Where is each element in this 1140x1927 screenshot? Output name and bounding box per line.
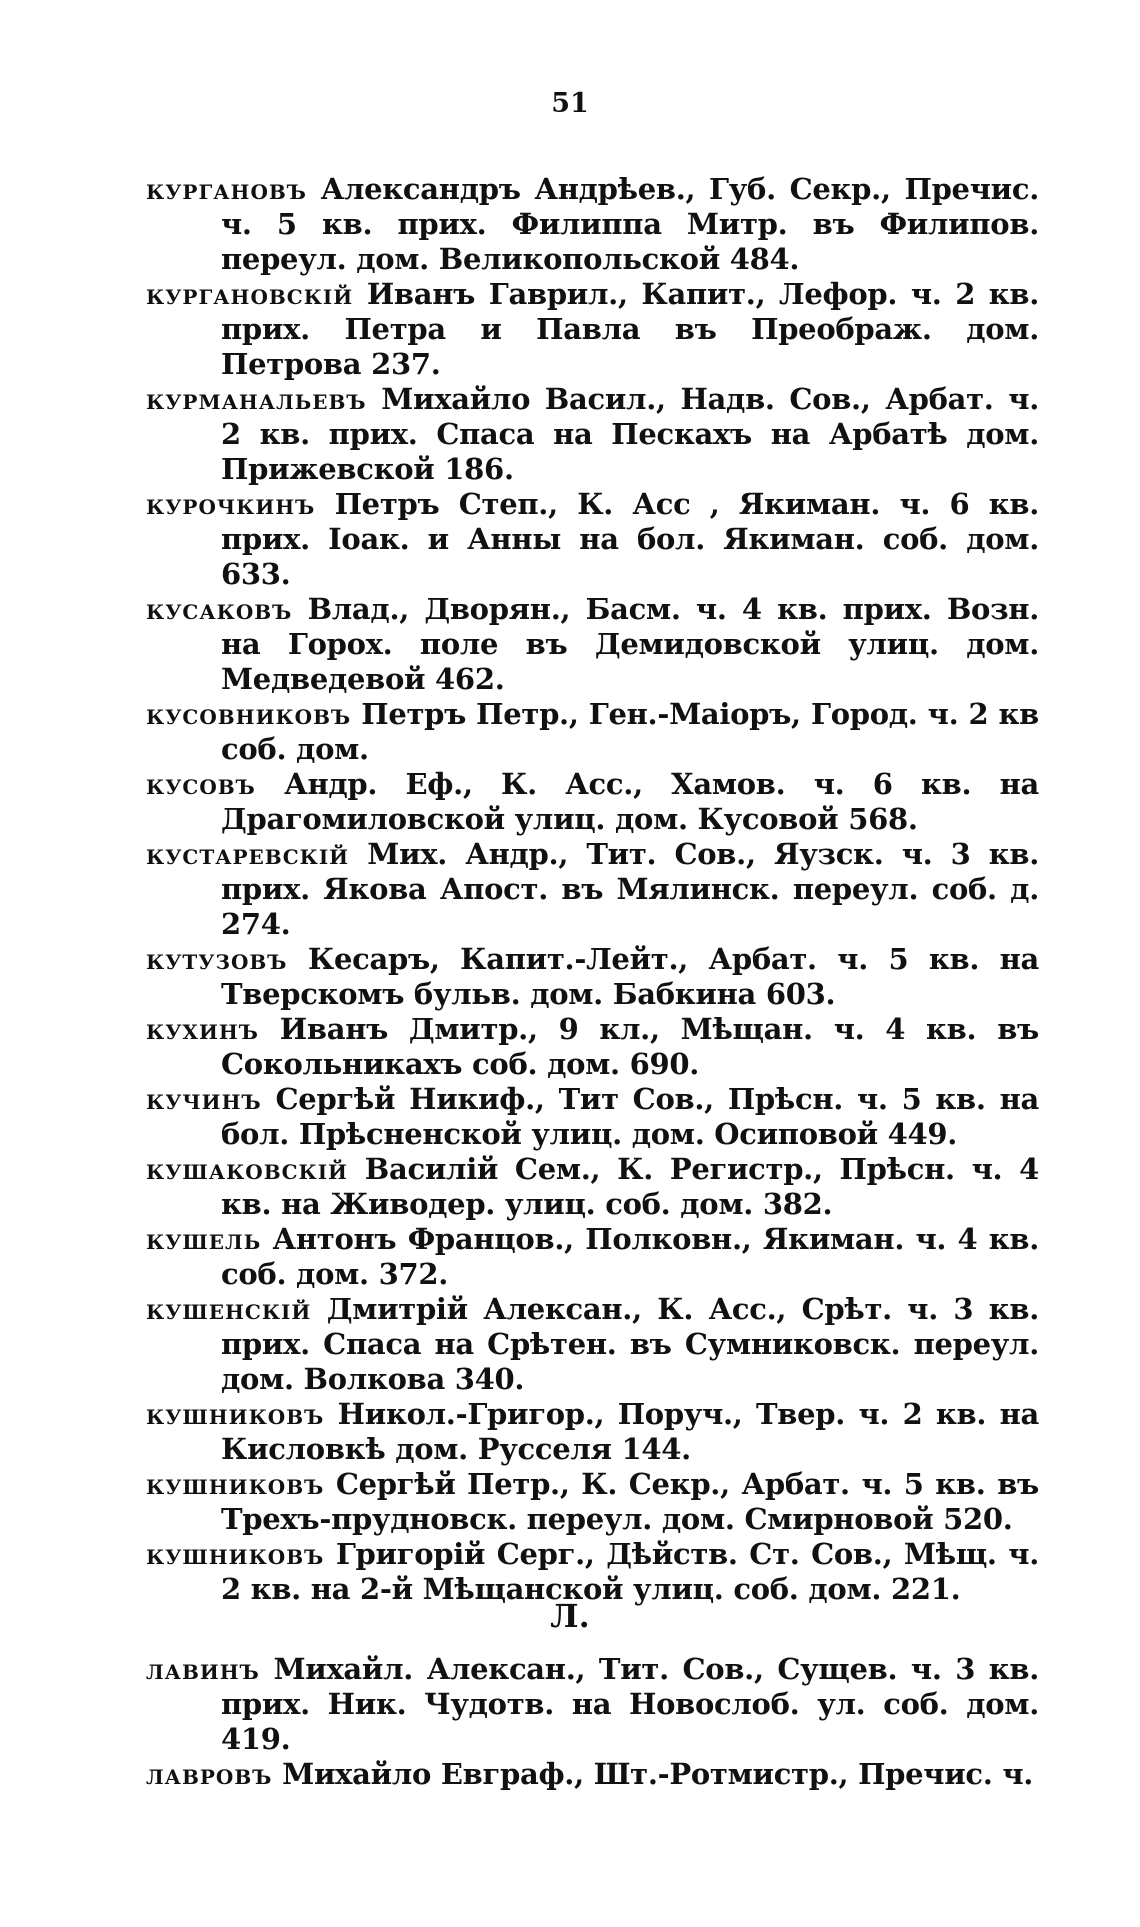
directory-entry [146,942,1039,1012]
entry-details: Кесаръ, Капит.-Лейт., Арбат. ч. 5 кв. на Тверскомъ бульв. дом. Бабкина 603. [221,942,1040,1011]
directory-entry [146,1467,1039,1537]
entry-surname: кушаковскій [146,1152,348,1186]
entry-details: Влад., Дворян., Басм. ч. 4 кв. прих. Возн. на Горох. поле въ Демидовской улиц. дом. Медведевой 462. [221,592,1040,696]
entry-surname: кургановъ [146,172,307,206]
entry-surname: кустаревскій [146,837,350,871]
entry-details: Василій Сем., К. Регистр., Прѣсн. ч. 4 кв. на Живодер. улиц. соб. дом. 382. [221,1152,1040,1221]
entry-surname: кусовниковъ [146,697,352,731]
entry-details: Сергѣй Петр., К. Секр., Арбат. ч. 5 кв. въ Трехъ-прудновск. переул. дом. Смирновой 520. [221,1467,1039,1536]
entry-surname: кушенскій [146,1292,312,1326]
entry-surname: лавровъ [146,1757,273,1791]
entry-details: Сергѣй Никиф., Тит Сов., Прѣсн. ч. 5 кв. на бол. Прѣсненской улиц. дом. Осиповой 449. [221,1082,1039,1151]
directory-entry [146,697,1039,767]
directory-entry [146,1292,1039,1397]
entry-details: Михайло Евграф., Шт.-Ротмистр., Пречис. ч. [282,1757,1034,1791]
entry-surname: кусаковъ [146,592,293,626]
entry-surname: кушниковъ [146,1397,325,1431]
entry-surname: курманальевъ [146,382,367,416]
directory-entry [146,487,1039,592]
directory-entry [146,767,1039,837]
directory-entries [146,172,1039,1607]
entry-details: Михайло Васил., Надв. Сов., Арбат. ч. 2 кв. прих. Спаса на Пескахъ на Арбатѣ дом. Прижевской 186. [221,382,1039,486]
entry-details: Иванъ Гаврил., Капит., Лефор. ч. 2 кв. прих. Петра и Павла въ Преображ. дом. Петрова 237. [221,277,1040,381]
directory-entry [146,382,1039,487]
entry-details: Андр. Еф., К. Асс., Хамов. ч. 6 кв. на Драгомиловской улиц. дом. Кусовой 568. [221,767,1039,836]
directory-entries-l [146,1652,1039,1792]
directory-entry [146,1397,1039,1467]
entry-details: Михайл. Алексан., Тит. Сов., Сущев. ч. 3 кв. прих. Ник. Чудотв. на Новослоб. ул. соб. дом. 419. [221,1652,1040,1756]
entry-details: Мих. Андр., Тит. Сов., Яузск. ч. 3 кв. прих. Якова Апост. въ Мялинск. переул. соб. д. 274. [221,837,1039,941]
entry-surname: кутузовъ [146,942,288,976]
directory-entry [146,1082,1039,1152]
directory-entry [146,837,1039,942]
directory-entry [146,1757,1039,1792]
entry-details: Дмитрій Алексан., К. Асс., Срѣт. ч. 3 кв. прих. Спаса на Срѣтен. въ Сумниковск. переул. дом. Волкова 340. [221,1292,1039,1396]
entry-details: Антонъ Францов., Полковн., Якиман. ч. 4 кв. соб. дом. 372. [221,1222,1039,1291]
entry-details: Александръ Андрѣев., Губ. Секр., Пречис. ч. 5 кв. прих. Филиппа Митр. въ Филипов. переул. дом. Великопольской 484. [221,172,1039,276]
entry-surname: кушниковъ [146,1467,325,1501]
directory-entry [146,172,1039,277]
directory-entry [146,1222,1039,1292]
section-letter: Л. [550,1597,590,1635]
directory-entry [146,1652,1039,1757]
entry-surname: кухинъ [146,1012,259,1046]
directory-entry [146,1012,1039,1082]
entry-surname: кургановскій [146,277,354,311]
entry-details: Никол.-Григор., Поруч., Твер. ч. 2 кв. на Кисловкѣ дом. Русселя 144. [221,1397,1039,1466]
entry-details: Петръ Степ., К. Асс , Якиман. ч. 6 кв. прих. Іоак. и Анны на бол. Якиман. соб. дом. 633. [221,487,1039,591]
entry-surname: кушниковъ [146,1537,325,1571]
directory-entry [146,592,1039,697]
entry-surname: лавинъ [146,1652,260,1686]
entry-surname: кушель [146,1222,262,1256]
entry-details: Иванъ Дмитр., 9 кл., Мѣщан. ч. 4 кв. въ Сокольникахъ соб. дом. 690. [221,1012,1039,1081]
entry-surname: курочкинъ [146,487,316,521]
entry-details: Григорій Серг., Дѣйств. Ст. Сов., Мѣщ. ч. 2 кв. на 2-й Мѣщанской улиц. соб. дом. 221. [221,1537,1039,1606]
directory-entry [146,277,1039,382]
entry-surname: кусовъ [146,767,256,801]
directory-entry [146,1152,1039,1222]
page-number: 51 [551,88,589,119]
entry-surname: кучинъ [146,1082,262,1116]
entry-details: Петръ Петр., Ген.-Маіоръ, Город. ч. 2 кв соб. дом. [221,697,1039,766]
